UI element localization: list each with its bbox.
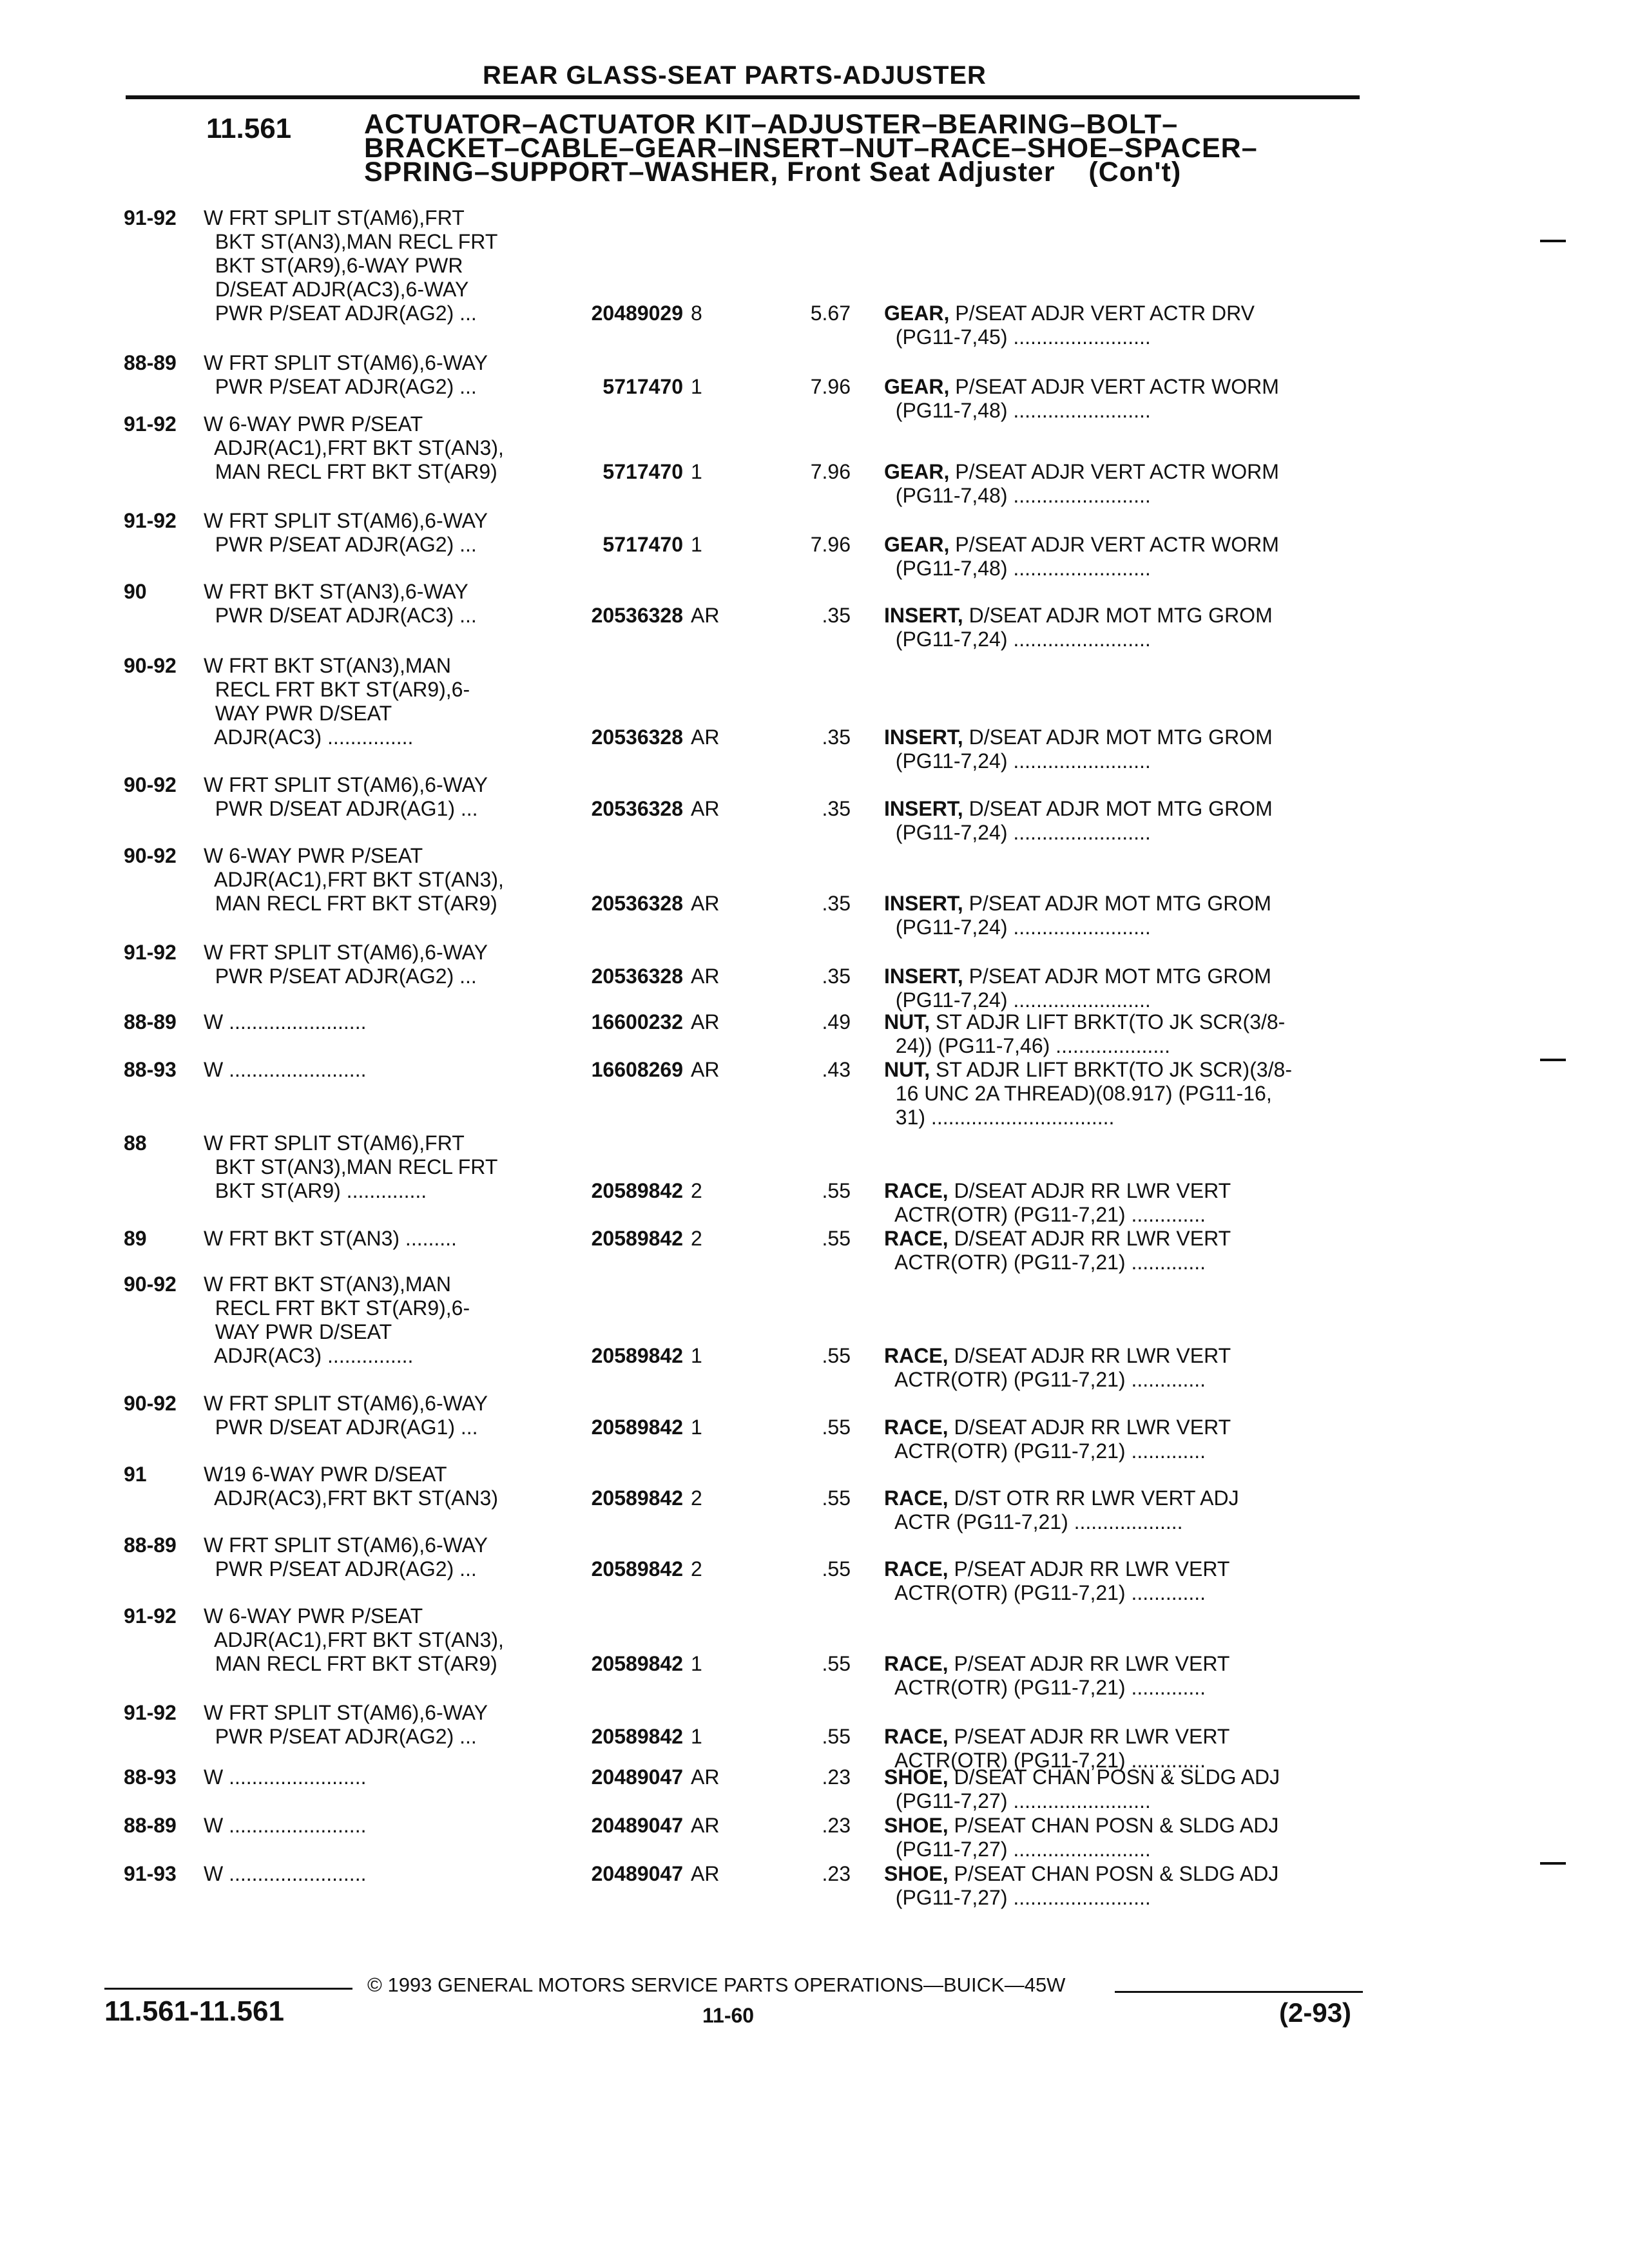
part-number: 16600232	[591, 1010, 683, 1033]
description-line: PWR P/SEAT ADJR(AG2) ...	[204, 1725, 477, 1748]
part-description-text: D/SEAT ADJR RR LWR VERT	[954, 1344, 1231, 1367]
price: 7.96	[810, 533, 851, 556]
description-line: WAY PWR D/SEAT	[204, 1320, 392, 1343]
part-description-line	[884, 460, 1279, 484]
price: .49	[822, 1010, 851, 1033]
part-description-text: P/SEAT ADJR VERT ACTR WORM	[955, 375, 1279, 398]
price: .55	[822, 1227, 851, 1250]
part-description-line: (PG11-7,24) ........................	[884, 628, 1151, 651]
part-name: RACE,	[884, 1557, 949, 1581]
part-description-text: P/SEAT CHAN POSN & SLDG ADJ	[954, 1814, 1279, 1837]
section-title-line-text: SPRING–SUPPORT–WASHER, Front Seat Adjuster	[364, 157, 1055, 187]
part-description-text: P/SEAT CHAN POSN & SLDG ADJ	[954, 1862, 1279, 1885]
quantity: 1	[691, 460, 702, 483]
quantity: 2	[691, 1557, 702, 1581]
description-line: W FRT SPLIT ST(AM6),6-WAY	[204, 941, 488, 964]
part-number: 16608269	[591, 1058, 683, 1081]
part-description-text: D/SEAT ADJR RR LWR VERT	[954, 1179, 1231, 1202]
part-name: NUT,	[884, 1058, 930, 1081]
price: .55	[822, 1416, 851, 1439]
price: 7.96	[810, 460, 851, 483]
model-years: 90-92	[124, 654, 177, 677]
header-rule	[126, 95, 1360, 99]
part-number: 20536328	[591, 965, 683, 988]
application-description	[204, 509, 488, 557]
part-description	[884, 1010, 1285, 1058]
application-description	[204, 1463, 498, 1510]
part-number: 20536328	[591, 892, 683, 915]
part-description-line	[884, 892, 1271, 916]
description-line: PWR D/SEAT ADJR(AG1) ...	[204, 797, 478, 820]
price: .23	[822, 1814, 851, 1837]
part-name: RACE,	[884, 1486, 949, 1510]
part-name: RACE,	[884, 1179, 949, 1202]
part-description-text: D/SEAT ADJR MOT MTG GROM	[969, 726, 1273, 749]
part-description	[884, 1862, 1278, 1910]
price: .35	[822, 604, 851, 627]
description-line: ADJR(AC3),FRT BKT ST(AN3)	[204, 1486, 498, 1510]
part-description-line: (PG11-7,45) ........................	[884, 325, 1151, 349]
part-name: SHOE,	[884, 1814, 949, 1837]
part-description-text: D/ST OTR RR LWR VERT ADJ	[954, 1486, 1239, 1510]
description-line: W FRT SPLIT ST(AM6),6-WAY	[204, 1701, 488, 1724]
part-description-line: (PG11-7,24) ........................	[884, 916, 1151, 939]
part-description-line: (PG11-7,24) ........................	[884, 821, 1151, 844]
description-line: PWR P/SEAT ADJR(AG2) ...	[204, 375, 477, 398]
part-name: INSERT,	[884, 965, 963, 988]
section-title	[364, 109, 1331, 187]
quantity: AR	[691, 1010, 720, 1033]
application-description	[204, 941, 488, 988]
quantity: 2	[691, 1227, 702, 1250]
footer-copyright: © 1993 GENERAL MOTORS SERVICE PARTS OPERATIONS—BUICK—45W	[367, 1974, 1066, 1996]
price: .55	[822, 1725, 851, 1748]
application-description	[204, 1701, 488, 1749]
part-description-text: D/SEAT ADJR RR LWR VERT	[954, 1227, 1231, 1250]
part-description-text: P/SEAT ADJR VERT ACTR DRV	[955, 302, 1255, 325]
description-line: W FRT SPLIT ST(AM6),6-WAY	[204, 773, 488, 796]
model-years: 91	[124, 1463, 147, 1486]
margin-mark	[1540, 240, 1566, 242]
part-description-line: (PG11-7,24) ........................	[884, 988, 1151, 1012]
part-description-line: ACTR(OTR) (PG11-7,21) .............	[884, 1749, 1206, 1772]
description-line: ADJR(AC1),FRT BKT ST(AN3),	[204, 436, 504, 459]
description-line: RECL FRT BKT ST(AR9),6-	[204, 678, 470, 701]
part-number: 20589842	[591, 1179, 683, 1202]
part-description	[884, 1227, 1231, 1274]
part-number: 20489029	[591, 302, 683, 325]
part-description-line	[884, 1344, 1231, 1368]
part-description	[884, 1416, 1231, 1463]
quantity: 2	[691, 1179, 702, 1202]
part-name: INSERT,	[884, 797, 963, 820]
description-line: PWR P/SEAT ADJR(AG2) ...	[204, 1557, 477, 1581]
continued-label: (Con't)	[1088, 157, 1182, 187]
part-description	[884, 1557, 1229, 1605]
part-description-line: ACTR(OTR) (PG11-7,21) .............	[884, 1251, 1206, 1274]
margin-mark	[1540, 1059, 1566, 1061]
section-title-line	[364, 157, 1331, 187]
section-title-line: ACTUATOR–ACTUATOR KIT–ADJUSTER–BEARING–BOLT–	[364, 109, 1179, 140]
part-description-line: ACTR(OTR) (PG11-7,21) .............	[884, 1203, 1206, 1226]
part-description	[884, 1344, 1231, 1392]
quantity: AR	[691, 1058, 720, 1081]
price: .55	[822, 1179, 851, 1202]
quantity: AR	[691, 1862, 720, 1885]
part-name: INSERT,	[884, 604, 963, 627]
application-description	[204, 773, 488, 821]
part-description-line	[884, 1557, 1229, 1581]
description-line: W 6-WAY PWR P/SEAT	[204, 1604, 423, 1628]
part-number: 20489047	[591, 1765, 683, 1789]
part-name: GEAR,	[884, 460, 950, 483]
part-name: INSERT,	[884, 726, 963, 749]
quantity: 8	[691, 302, 702, 325]
part-description-text: P/SEAT ADJR RR LWR VERT	[954, 1557, 1230, 1581]
part-number: 20589842	[591, 1652, 683, 1675]
part-description-line: ACTR(OTR) (PG11-7,21) .............	[884, 1439, 1206, 1463]
part-description-line	[884, 1725, 1229, 1749]
quantity: 1	[691, 375, 702, 398]
description-line: PWR P/SEAT ADJR(AG2) ...	[204, 302, 477, 325]
description-line: MAN RECL FRT BKT ST(AR9)	[204, 1652, 497, 1675]
part-description	[884, 460, 1279, 508]
description-line: W ........................	[204, 1010, 367, 1033]
model-years: 90-92	[124, 1392, 177, 1415]
description-line: BKT ST(AR9) ..............	[204, 1179, 427, 1202]
part-description-line: (PG11-7,48) ........................	[884, 484, 1151, 507]
part-name: NUT,	[884, 1010, 930, 1033]
description-line: W FRT SPLIT ST(AM6),6-WAY	[204, 351, 488, 374]
application-description	[204, 1273, 470, 1368]
description-line: ADJR(AC3) ...............	[204, 1344, 414, 1367]
part-name: RACE,	[884, 1344, 949, 1367]
description-line: ADJR(AC3) ...............	[204, 726, 414, 749]
description-line: MAN RECL FRT BKT ST(AR9)	[204, 892, 497, 915]
part-description-line	[884, 1058, 1292, 1082]
model-years: 88-89	[124, 351, 177, 374]
description-line: ADJR(AC1),FRT BKT ST(AN3),	[204, 868, 504, 891]
application-description	[204, 1765, 366, 1789]
description-line: W FRT SPLIT ST(AM6),FRT	[204, 206, 465, 229]
part-description-line	[884, 533, 1279, 557]
part-description-text: D/SEAT ADJR MOT MTG GROM	[969, 604, 1273, 627]
application-description	[204, 412, 504, 484]
quantity: 1	[691, 1344, 702, 1367]
model-years: 88	[124, 1131, 147, 1155]
model-years: 88-89	[124, 1010, 177, 1033]
part-description	[884, 1765, 1280, 1813]
model-years: 88-93	[124, 1765, 177, 1789]
model-years: 91-92	[124, 509, 177, 532]
part-description-line: (PG11-7,27) ........................	[884, 1838, 1151, 1861]
quantity: 1	[691, 1725, 702, 1748]
description-line: W ........................	[204, 1862, 367, 1885]
quantity: 1	[691, 1416, 702, 1439]
part-name: RACE,	[884, 1725, 949, 1748]
part-description-line	[884, 375, 1279, 399]
description-line: W FRT BKT ST(AN3) .........	[204, 1227, 457, 1250]
model-years: 91-92	[124, 1701, 177, 1724]
price: .35	[822, 726, 851, 749]
model-years: 90	[124, 580, 147, 603]
part-description	[884, 1058, 1292, 1129]
part-number: 20589842	[591, 1416, 683, 1439]
footer-section-range: 11.561-11.561	[104, 1995, 284, 2027]
description-line: MAN RECL FRT BKT ST(AR9)	[204, 460, 497, 483]
price: .35	[822, 965, 851, 988]
part-description	[884, 533, 1279, 581]
description-line: W FRT BKT ST(AN3),MAN	[204, 1273, 452, 1296]
price: 7.96	[810, 375, 851, 398]
part-description-text: P/SEAT ADJR VERT ACTR WORM	[955, 460, 1279, 483]
part-description	[884, 604, 1273, 651]
part-name: GEAR,	[884, 375, 950, 398]
quantity: 1	[691, 533, 702, 556]
part-description-line: (PG11-7,27) ........................	[884, 1886, 1151, 1909]
part-description-text: P/SEAT ADJR RR LWR VERT	[954, 1652, 1230, 1675]
part-number: 20489047	[591, 1862, 683, 1885]
part-description	[884, 726, 1273, 773]
quantity: AR	[691, 604, 720, 627]
part-description-line	[884, 965, 1271, 988]
part-description-line: ACTR(OTR) (PG11-7,21) .............	[884, 1581, 1206, 1604]
price: .35	[822, 892, 851, 915]
application-description	[204, 1862, 366, 1886]
part-description	[884, 1814, 1278, 1861]
part-description-line: 24)) (PG11-7,46) ....................	[884, 1034, 1170, 1057]
quantity: AR	[691, 726, 720, 749]
application-description	[204, 206, 497, 325]
part-name: RACE,	[884, 1227, 949, 1250]
model-years: 91-93	[124, 1862, 177, 1885]
part-number: 5717470	[602, 533, 683, 556]
description-line: PWR P/SEAT ADJR(AG2) ...	[204, 533, 477, 556]
part-number: 5717470	[602, 460, 683, 483]
part-name: RACE,	[884, 1416, 949, 1439]
part-description-line: (PG11-7,48) ........................	[884, 557, 1151, 580]
part-description-line: (PG11-7,48) ........................	[884, 399, 1151, 422]
footer-rule-right	[1115, 1991, 1363, 1993]
description-line: W 6-WAY PWR P/SEAT	[204, 844, 423, 867]
part-description-line: ACTR (PG11-7,21) ...................	[884, 1510, 1183, 1533]
part-description-line	[884, 1862, 1278, 1886]
part-number: 20536328	[591, 797, 683, 820]
model-years: 88-89	[124, 1533, 177, 1557]
part-number: 5717470	[602, 375, 683, 398]
application-description	[204, 844, 504, 916]
description-line: BKT ST(AN3),MAN RECL FRT	[204, 230, 498, 253]
description-line: W19 6-WAY PWR D/SEAT	[204, 1463, 447, 1486]
part-description-line	[884, 604, 1273, 628]
quantity: 1	[691, 1652, 702, 1675]
price: .35	[822, 797, 851, 820]
price: .55	[822, 1557, 851, 1581]
application-description	[204, 1131, 497, 1203]
part-name: INSERT,	[884, 892, 963, 915]
section-title-line: BRACKET–CABLE–GEAR–INSERT–NUT–RACE–SHOE–SPACER–	[364, 133, 1258, 164]
part-description	[884, 375, 1279, 423]
model-years: 90-92	[124, 773, 177, 796]
part-description-line	[884, 1652, 1229, 1676]
footer-date: (2-93)	[1279, 1997, 1352, 2028]
part-number: 20589842	[591, 1557, 683, 1581]
model-years: 88-93	[124, 1058, 177, 1081]
part-description	[884, 965, 1271, 1012]
description-line: WAY PWR D/SEAT	[204, 702, 392, 725]
part-description-line: ACTR(OTR) (PG11-7,21) .............	[884, 1676, 1206, 1699]
description-line: W ........................	[204, 1814, 367, 1837]
part-name: GEAR,	[884, 533, 950, 556]
application-description	[204, 1058, 366, 1082]
part-description	[884, 1486, 1239, 1534]
description-line: ADJR(AC1),FRT BKT ST(AN3),	[204, 1628, 504, 1651]
part-description	[884, 1179, 1231, 1227]
description-line: W FRT BKT ST(AN3),MAN	[204, 654, 452, 677]
model-years: 88-89	[124, 1814, 177, 1837]
description-line: W FRT SPLIT ST(AM6),FRT	[204, 1131, 465, 1155]
price: .55	[822, 1344, 851, 1367]
application-description	[204, 1010, 366, 1034]
part-description-line	[884, 1814, 1278, 1838]
part-number: 20489047	[591, 1814, 683, 1837]
part-description-line	[884, 302, 1255, 325]
part-name: GEAR,	[884, 302, 950, 325]
description-line: PWR D/SEAT ADJR(AC3) ...	[204, 604, 477, 627]
part-description-line: (PG11-7,27) ........................	[884, 1789, 1151, 1812]
model-years: 91-92	[124, 1604, 177, 1628]
price: .43	[822, 1058, 851, 1081]
part-description-line: (PG11-7,24) ........................	[884, 749, 1151, 773]
part-description-line	[884, 1416, 1231, 1439]
quantity: AR	[691, 797, 720, 820]
price: 5.67	[810, 302, 851, 325]
section-number: 11.561	[206, 113, 292, 144]
part-description-text: D/SEAT ADJR MOT MTG GROM	[969, 797, 1273, 820]
part-description-line: 31) ................................	[884, 1106, 1115, 1129]
part-description-text: P/SEAT ADJR RR LWR VERT	[954, 1725, 1230, 1748]
model-years: 91-92	[124, 206, 177, 229]
part-number: 20589842	[591, 1344, 683, 1367]
part-number: 20589842	[591, 1725, 683, 1748]
application-description	[204, 1392, 488, 1439]
part-description	[884, 302, 1255, 349]
description-line: BKT ST(AR9),6-WAY PWR	[204, 254, 463, 277]
description-line: PWR D/SEAT ADJR(AG1) ...	[204, 1416, 478, 1439]
description-line: BKT ST(AN3),MAN RECL FRT	[204, 1155, 498, 1178]
application-description	[204, 1814, 366, 1838]
part-name: RACE,	[884, 1652, 949, 1675]
price: .23	[822, 1862, 851, 1885]
description-line: D/SEAT ADJR(AC3),6-WAY	[204, 278, 469, 301]
quantity: AR	[691, 892, 720, 915]
part-number: 20589842	[591, 1486, 683, 1510]
part-description-text: D/SEAT ADJR RR LWR VERT	[954, 1416, 1231, 1439]
part-description	[884, 797, 1273, 845]
application-description	[204, 1604, 504, 1676]
part-number: 20589842	[591, 1227, 683, 1250]
price: .55	[822, 1486, 851, 1510]
application-description	[204, 654, 470, 749]
model-years: 91-92	[124, 941, 177, 964]
part-description-line: 16 UNC 2A THREAD)(08.917) (PG11-16,	[884, 1082, 1272, 1105]
description-line: W FRT BKT ST(AN3),6-WAY	[204, 580, 468, 603]
part-number: 20536328	[591, 604, 683, 627]
model-years: 90-92	[124, 1273, 177, 1296]
footer-page-number: 11-60	[702, 2004, 755, 2027]
part-description	[884, 892, 1271, 939]
description-line: W 6-WAY PWR P/SEAT	[204, 412, 423, 436]
footer-rule-left	[104, 1988, 352, 1990]
application-description	[204, 1533, 488, 1581]
part-description-line	[884, 1227, 1231, 1251]
part-description-line	[884, 1179, 1231, 1203]
part-description-text: P/SEAT ADJR MOT MTG GROM	[969, 892, 1271, 915]
part-description-text: P/SEAT ADJR VERT ACTR WORM	[955, 533, 1279, 556]
description-line: W FRT SPLIT ST(AM6),6-WAY	[204, 509, 488, 532]
part-name: SHOE,	[884, 1765, 949, 1789]
part-description-line: ACTR(OTR) (PG11-7,21) .............	[884, 1368, 1206, 1391]
quantity: AR	[691, 965, 720, 988]
model-years: 90-92	[124, 844, 177, 867]
part-description-line	[884, 1765, 1280, 1789]
part-name: SHOE,	[884, 1862, 949, 1885]
quantity: AR	[691, 1765, 720, 1789]
price: .23	[822, 1765, 851, 1789]
description-line: W ........................	[204, 1765, 367, 1789]
price: .55	[822, 1652, 851, 1675]
part-description-line	[884, 797, 1273, 821]
page-header-title: REAR GLASS-SEAT PARTS-ADJUSTER	[483, 61, 987, 90]
part-description	[884, 1652, 1229, 1700]
quantity: AR	[691, 1814, 720, 1837]
description-line: PWR P/SEAT ADJR(AG2) ...	[204, 965, 477, 988]
application-description	[204, 1227, 457, 1251]
application-description	[204, 351, 488, 399]
description-line: W ........................	[204, 1058, 367, 1081]
model-years: 91-92	[124, 412, 177, 436]
part-description-text: ST ADJR LIFT BRKT(TO JK SCR(3/8-	[936, 1010, 1286, 1033]
description-line: W FRT SPLIT ST(AM6),6-WAY	[204, 1392, 488, 1415]
margin-mark	[1540, 1862, 1566, 1865]
part-number: 20536328	[591, 726, 683, 749]
part-description-text: P/SEAT ADJR MOT MTG GROM	[969, 965, 1271, 988]
part-description-line	[884, 726, 1273, 749]
model-years: 89	[124, 1227, 147, 1250]
part-description-line	[884, 1010, 1285, 1034]
part-description-text: D/SEAT CHAN POSN & SLDG ADJ	[954, 1765, 1280, 1789]
description-line: W FRT SPLIT ST(AM6),6-WAY	[204, 1533, 488, 1557]
description-line: RECL FRT BKT ST(AR9),6-	[204, 1296, 470, 1320]
application-description	[204, 580, 477, 628]
quantity: 2	[691, 1486, 702, 1510]
part-description-text: ST ADJR LIFT BRKT(TO JK SCR)(3/8-	[936, 1058, 1292, 1081]
part-description-line	[884, 1486, 1239, 1510]
